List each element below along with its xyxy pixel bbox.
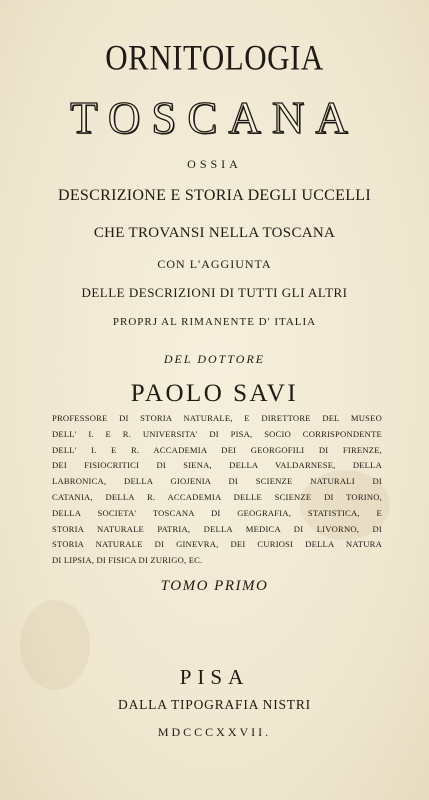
credentials-line: CATANIA, DELLA R. ACCADEMIA DELLE SCIENZE DI TORINO, [52,491,382,502]
credentials-line: DELLA SOCIETA' TOSCANA DI GEOGRAFIA, STATISTICA, E [52,507,382,518]
description-line-1: DESCRIZIONE E STORIA DEGLI UCCELLI [58,187,371,204]
city-name: PISA [179,665,250,689]
title-line-2: TOSCANA [70,93,359,143]
credentials-line: STORIA NATURALE PATRIA, DELLA MEDICA DI LIVORNO, DI [52,523,382,534]
credentials-line: PROFESSORE DI STORIA NATURALE, E DIRETTORE DEL MUSEO [52,413,382,423]
credentials-line: DELL' I. E R. ACCADEMIA DEI GEORGOFILI DI FIRENZE, [52,444,382,455]
ossia-text: OSSIA [187,157,242,171]
credentials-line: DELL' I. E R. UNIVERSITA' DI PISA, SOCIO CORRISPONDENTE [52,428,382,439]
author-credentials [52,411,382,569]
publication-year: MDCCCXXVII. [157,725,272,739]
volume-label: TOMO PRIMO [160,578,269,594]
aggiunta-text: CON L'AGGIUNTA [157,257,272,271]
descrizioni-text: DELLE DESCRIZIONI DI TUTTI GLI ALTRI [81,285,348,300]
credentials-line: DEI FISIOCRITICI DI SIENA, DELLA VALDARNESE, DELLA [52,460,382,471]
del-dottore-text: DEL DOTTORE [163,352,266,366]
credentials-line: DI LIPSIA, DI FISICA DI ZURIGO, EC. [52,555,203,566]
title-line-1: ORNITOLOGIA [105,37,324,78]
description-line-2: CHE TROVANSI NELLA TOSCANA [93,225,336,241]
credentials-line: STORIA NATURALE DI GINEVRA, DEI CURIOSI DELLA NATURA [52,539,382,550]
proprj-text: PROPRJ AL RIMANENTE D' ITALIA [112,316,317,328]
printer-name: DALLA TIPOGRAFIA NISTRI [118,697,311,712]
credentials-line: LABRONICA, DELLA GIOJENIA DI SCIENZE NATURALI DI [52,476,382,487]
author-name: PAOLO SAVI [130,380,299,407]
